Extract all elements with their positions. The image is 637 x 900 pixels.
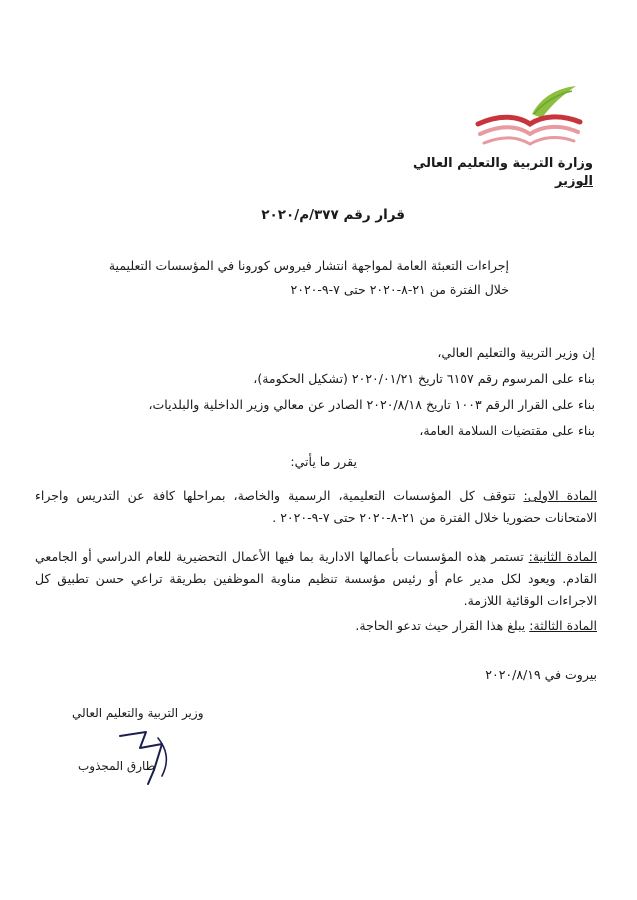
article-text: تستمر هذه المؤسسات بأعمالها الادارية بما فيها الأعمال التحضيرية للعام الدراسي أو الجامعي القادم. ويعود لكل مدير عام أو رئيس مؤسسة تنظيم مناوبة الموظفين بطريقة تراعي حسن تطبيق كل الاجراءات الوقائية اللازمة.	[35, 549, 597, 608]
letterhead	[413, 155, 593, 191]
article-label: المادة الثالثة:	[529, 618, 597, 633]
article-3	[35, 615, 597, 637]
preamble	[148, 340, 595, 444]
ministry-name: وزارة التربية والتعليم العالي	[412, 156, 593, 171]
article-1	[35, 485, 597, 529]
preamble-line: بناء على القرار الرقم ١٠٠٣ تاريخ ٢٠٢٠/٨/١٨ الصادر عن معالي وزير الداخلية والبلديات،	[148, 397, 595, 412]
article-label: المادة الثانية:	[528, 549, 597, 564]
place-and-date: بيروت في ٢٠٢٠/٨/١٩	[485, 667, 597, 682]
decision-number: قرار رقم ٣٧٧/م/٢٠٢٠	[261, 207, 405, 223]
subject-line-2: خلال الفترة من ٢١-٨-٢٠٢٠ حتى ٧-٩-٢٠٢٠	[290, 282, 509, 297]
subject-line-1: إجراءات التعبئة العامة لمواجهة انتشار فيروس كورونا في المؤسسات التعليمية	[108, 258, 509, 273]
decides-heading: يقرر ما يأتي:	[290, 454, 357, 469]
signatory-title: وزير التربية والتعليم العالي	[72, 706, 204, 720]
preamble-line: بناء على مقتضيات السلامة العامة،	[419, 423, 595, 438]
article-text: تتوقف كل المؤسسات التعليمية، الرسمية والخاصة، بمراحلها كافة عن التدريس واجراء الامتحانات حضوريا خلال الفترة من ٢١-٨-٢٠٢٠ حتى ٧-٩-٢٠٢٠ .	[35, 488, 597, 525]
preamble-line: بناء على المرسوم رقم ٦١٥٧ تاريخ ٢٠٢٠/٠١/٢١ (تشكيل الحكومة)،	[253, 371, 595, 386]
signatory-name: طارق المجذوب	[78, 759, 156, 773]
decision-subject	[109, 254, 509, 302]
article-label: المادة الاولى:	[523, 488, 598, 503]
ministry-logo-book-icon	[472, 84, 584, 150]
article-2	[35, 546, 597, 612]
preamble-line: إن وزير التربية والتعليم العالي،	[437, 345, 595, 360]
minister-office: الوزير	[555, 174, 593, 189]
article-text: يبلغ هذا القرار حيث تدعو الحاجة.	[355, 618, 530, 633]
